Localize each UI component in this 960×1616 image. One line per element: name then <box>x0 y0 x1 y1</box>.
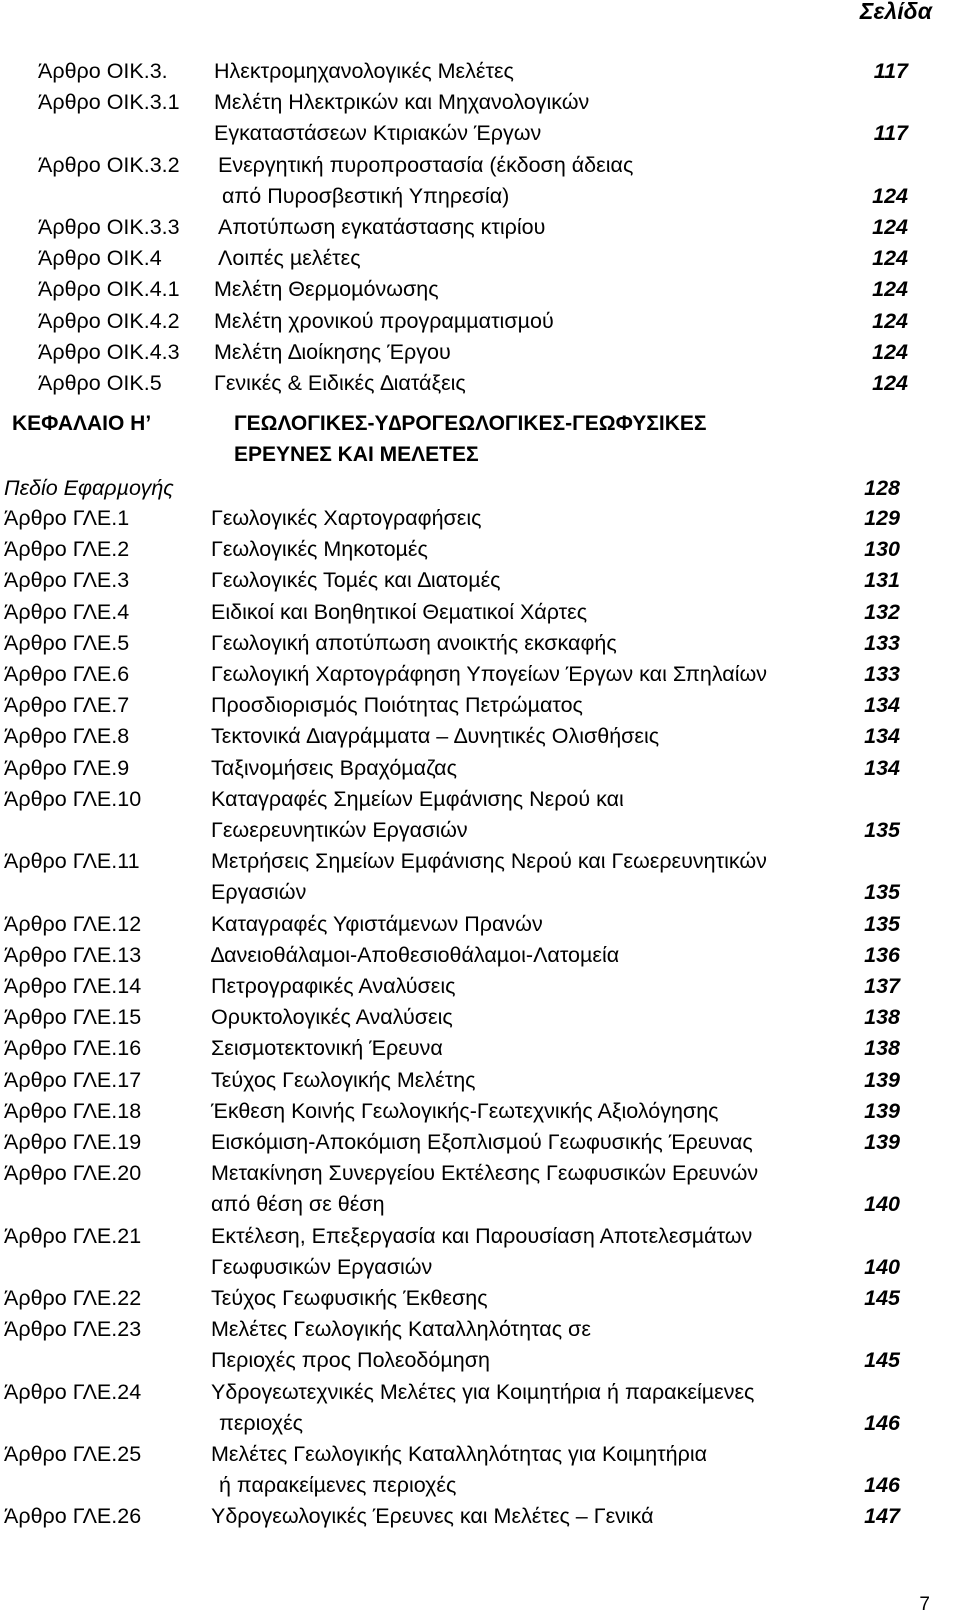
toc-article-title: Γεωλογική αποτύπωση ανοικτής εκσκαφής <box>211 630 617 655</box>
toc-page-number: 124 <box>872 277 908 302</box>
toc-entry-row <box>0 910 960 938</box>
toc-article-title: Μελέτες Γεωλογικής Καταλληλότητας για Κοιµητήρια <box>211 1442 708 1466</box>
toc-article-title: Ηλεκτροµηχανολογικές Μελέτες <box>214 59 514 83</box>
toc-article-number: Άρθρο ΟΙΚ.3.3 <box>38 215 180 239</box>
toc-page-number: 124 <box>872 183 908 208</box>
toc-entry-row <box>0 1003 960 1031</box>
toc-article-number: Άρθρο ΓΛΕ.4 <box>4 599 130 624</box>
toc-article-number: Άρθρο ΟΙΚ.4.2 <box>38 308 180 333</box>
toc-entry-row <box>0 722 960 750</box>
toc-page-number: 146 <box>864 1473 900 1498</box>
toc-article-number: Άρθρο ΓΛΕ.6 <box>4 662 130 686</box>
toc-page-number: 135 <box>864 911 900 936</box>
toc-page-number: 130 <box>864 537 900 562</box>
toc-article-number: Άρθρο ΓΛΕ.17 <box>4 1067 142 1092</box>
toc-entry-row <box>0 244 960 272</box>
toc-article-number: Άρθρο ΓΛΕ.15 <box>4 1005 142 1030</box>
toc-entry-row <box>0 88 960 116</box>
toc-article-number: Άρθρο ΓΛΕ.20 <box>4 1161 142 1186</box>
toc-page-number: 117 <box>873 121 908 146</box>
toc-article-title: Μελέτες Γεωλογικής Καταλληλότητας σε <box>211 1317 591 1342</box>
toc-entry-row <box>0 1471 960 1499</box>
toc-article-number: Άρθρο ΓΛΕ.11 <box>4 849 140 874</box>
toc-entry-row <box>0 535 960 563</box>
toc-article-title: Ορυκτολογικές Αναλύσεις <box>211 1005 453 1030</box>
toc-entry-row <box>0 1502 960 1530</box>
toc-page-number: 131 <box>864 568 900 593</box>
toc-entry-row <box>0 629 960 657</box>
toc-page-number: 146 <box>864 1410 900 1435</box>
chapter-title-line1: ΓΕΩΛΟΓΙΚΕΣ-Υ∆ΡΟΓΕΩΛΟΓΙΚΕΣ-ΓΕΩΦΥΣΙΚΕΣ <box>234 412 707 435</box>
toc-entry-row <box>0 785 960 813</box>
toc-page-number: 138 <box>864 1036 900 1061</box>
toc-page-number: 124 <box>872 371 908 395</box>
toc-article-title: Υδρογεωλογικές Έρευνες και Μελέτες – Γενικά <box>211 1504 654 1529</box>
toc-article-title: από θέση σε θέση <box>211 1192 385 1217</box>
toc-entry-row <box>0 878 960 906</box>
toc-article-number: Άρθρο ΓΛΕ.18 <box>4 1098 142 1123</box>
toc-article-number: Άρθρο ΓΛΕ.24 <box>4 1379 142 1404</box>
toc-entry-row <box>0 1409 960 1437</box>
toc-article-title: Υδρογεωτεχνικές Μελέτες για Κοιµητήρια ή παρακείµενες <box>211 1379 755 1404</box>
toc-article-title: Αποτύπωση εγκατάστασης κτιρίου <box>218 215 546 239</box>
toc-page-number: 124 <box>872 339 908 364</box>
toc-article-number: Άρθρο ΓΛΕ.3 <box>4 568 130 593</box>
toc-article-title: Ειδικοί και Βοηθητικοί Θεµατικοί Χάρτες <box>211 599 588 624</box>
toc-entry-row <box>0 307 960 335</box>
toc-article-title: Τεύχος Γεωφυσικής Έκθεσης <box>211 1286 488 1310</box>
page-header-label: Σελίδα <box>859 0 932 24</box>
toc-entry-row <box>0 1034 960 1062</box>
toc-article-title: Προσδιορισµός Ποιότητας Πετρώµατος <box>211 693 583 718</box>
toc-page-number: 124 <box>872 215 908 239</box>
toc-entry-row <box>0 182 960 210</box>
toc-entry-row <box>0 1128 960 1156</box>
toc-article-title: Έκθεση Κοινής Γεωλογικής-Γεωτεχνικής Αξιολόγησης <box>211 1098 719 1123</box>
toc-entry-row <box>0 1159 960 1187</box>
toc-entry-row <box>0 369 960 397</box>
toc-entry-row <box>0 847 960 875</box>
toc-page-number: 139 <box>864 1130 900 1154</box>
toc-article-title: Τεύχος Γεωλογικής Μελέτης <box>211 1067 476 1092</box>
toc-article-title: Λοιπές µελέτες <box>218 246 361 271</box>
toc-entry-row <box>0 816 960 844</box>
toc-article-title: Περιοχές προς Πολεοδόµηση <box>211 1348 490 1373</box>
toc-page-number: 147 <box>864 1504 900 1529</box>
toc-article-title: ∆ανειοθάλαµοι-Αποθεσιοθάλαµοι-Λατοµεία <box>211 942 620 967</box>
toc-page-number: 124 <box>872 308 908 333</box>
toc-entry-row <box>0 1097 960 1125</box>
toc-page-number: 134 <box>864 724 900 749</box>
toc-article-title: Γεωλογικές Μηκοτοµές <box>211 537 428 562</box>
toc-page-number: 133 <box>864 662 900 686</box>
toc-article-title: Ταξινοµήσεις Βραχόµαζας <box>211 755 457 780</box>
toc-entry-row <box>0 1346 960 1374</box>
toc-article-title: Πετρογραφικές Αναλύσεις <box>211 974 456 998</box>
toc-article-number: Άρθρο ΓΛΕ.5 <box>4 630 130 655</box>
toc-entry-row <box>0 1378 960 1406</box>
toc-article-number: Άρθρο ΟΙΚ.3. <box>38 59 168 83</box>
toc-article-title: Μετρήσεις Σηµείων Εµφάνισης Νερού και Γεωερευνητικών <box>211 849 767 874</box>
toc-article-number: Άρθρο ΓΛΕ.2 <box>4 537 130 562</box>
toc-article-title: περιοχές <box>219 1410 304 1435</box>
toc-article-title: Εγκαταστάσεων Κτιριακών Έργων <box>214 121 542 146</box>
toc-article-title: Καταγραφές Σηµείων Εµφάνισης Νερού και <box>211 786 624 811</box>
toc-entry-row <box>0 660 960 688</box>
toc-article-title: Γενικές & Ειδικές ∆ιατάξεις <box>214 371 466 395</box>
toc-page-number: 145 <box>864 1286 900 1310</box>
toc-entry-row <box>0 1284 960 1312</box>
toc-entry-row <box>0 151 960 179</box>
toc-entry-row <box>0 598 960 626</box>
toc-page-number: 133 <box>864 630 900 655</box>
toc-article-number: Άρθρο ΓΛΕ.21 <box>4 1223 142 1248</box>
toc-article-number: Άρθρο ΓΛΕ.23 <box>4 1317 142 1342</box>
toc-page-number: 135 <box>864 880 900 905</box>
toc-page-number: 138 <box>864 1005 900 1030</box>
toc-page-number: 129 <box>864 506 900 530</box>
toc-entry-row <box>0 941 960 969</box>
toc-entry-row <box>0 1190 960 1218</box>
toc-entry-row <box>0 754 960 782</box>
toc-article-title: Μελέτη χρονικού προγραµµατισµού <box>214 308 554 333</box>
toc-page-number: 135 <box>864 818 900 842</box>
toc-article-number: Άρθρο ΟΙΚ.3.2 <box>38 152 180 177</box>
toc-entry-row <box>0 972 960 1000</box>
toc-article-title: Εκτέλεση, Επεξεργασία και Παρουσίαση Αποτελεσµάτων <box>211 1223 753 1248</box>
toc-page-number: 139 <box>864 1067 900 1092</box>
toc-article-title: Εργασιών <box>211 880 307 905</box>
toc-page-number: 134 <box>864 693 900 718</box>
toc-article-title: Καταγραφές Υφιστάµενων Πρανών <box>211 911 543 936</box>
toc-article-title: Εισκόµιση-Αποκόµιση Εξοπλισµού Γεωφυσικής Έρευνας <box>211 1130 753 1154</box>
toc-article-number: Άρθρο ΟΙΚ.5 <box>38 371 162 395</box>
toc-article-title: Γεωλογική Χαρτογράφηση Υπογείων Έργων και Σπηλαίων <box>211 662 768 686</box>
footer-page-number: 7 <box>919 1594 930 1615</box>
chapter-title-line2: ΕΡΕΥΝΕΣ ΚΑΙ ΜΕΛΕΤΕΣ <box>234 443 479 466</box>
toc-article-number: Άρθρο ΟΙΚ.4.3 <box>38 339 180 364</box>
toc-page-number: 124 <box>872 246 908 271</box>
toc-article-number: Άρθρο ΓΛΕ.9 <box>4 755 130 780</box>
chapter-label: ΚΕΦΑΛΑΙΟ Η’ <box>12 412 152 435</box>
toc-article-number: Άρθρο ΓΛΕ.14 <box>4 974 142 998</box>
toc-article-number: Άρθρο ΓΛΕ.19 <box>4 1130 142 1154</box>
toc-article-number: Άρθρο ΟΙΚ.3.1 <box>38 90 180 115</box>
toc-article-number: Άρθρο ΓΛΕ.7 <box>4 693 130 718</box>
toc-article-number: Άρθρο ΓΛΕ.8 <box>4 724 130 749</box>
toc-article-title: Γεωλογικές Χαρτογραφήσεις <box>211 506 482 530</box>
toc-entry-row <box>0 566 960 594</box>
toc-page-number: 132 <box>864 599 900 624</box>
toc-article-number: Άρθρο ΓΛΕ.1 <box>4 506 130 530</box>
toc-entry-row <box>0 1440 960 1468</box>
toc-entry-row <box>0 338 960 366</box>
toc-article-number: Άρθρο ΟΙΚ.4.1 <box>38 277 180 302</box>
toc-page-number: 134 <box>864 755 900 780</box>
toc-article-title: Σεισµοτεκτονική Έρευνα <box>211 1036 443 1061</box>
toc-page-number: 140 <box>864 1192 900 1217</box>
toc-article-number: Άρθρο ΓΛΕ.12 <box>4 911 142 936</box>
toc-entry-row <box>0 1315 960 1343</box>
toc-entry-row <box>0 119 960 147</box>
toc-article-title: Μελέτη Θερµοµόνωσης <box>214 277 439 302</box>
toc-article-title: Μετακίνηση Συνεργείου Εκτέλεσης Γεωφυσικών Ερευνών <box>211 1161 759 1186</box>
toc-article-number: Άρθρο ΓΛΕ.25 <box>4 1442 142 1466</box>
toc-article-title: Μελέτη Ηλεκτρικών και Μηχανολογικών <box>214 90 590 115</box>
toc-article-number: Άρθρο ΓΛΕ.13 <box>4 942 142 967</box>
toc-article-title: Μελέτη ∆ιοίκησης Έργου <box>214 339 451 364</box>
toc-entry-row <box>0 1222 960 1250</box>
toc-page-number: 136 <box>864 942 900 967</box>
field-of-application-page: 128 <box>864 476 900 500</box>
toc-entry-row <box>0 504 960 532</box>
toc-article-title: Ενεργητική πυροπροστασία (έκδοση άδειας <box>218 152 634 177</box>
toc-entry-row <box>0 691 960 719</box>
toc-article-number: Άρθρο ΓΛΕ.26 <box>4 1504 142 1529</box>
toc-article-title: Γεωφυσικών Εργασιών <box>211 1254 433 1279</box>
toc-entry-row <box>0 57 960 85</box>
toc-article-title: Γεωλογικές Τοµές και ∆ιατοµές <box>211 568 501 593</box>
toc-article-number: Άρθρο ΓΛΕ.22 <box>4 1286 142 1310</box>
toc-article-number: Άρθρο ΓΛΕ.10 <box>4 786 142 811</box>
toc-entry-row <box>0 275 960 303</box>
toc-article-number: Άρθρο ΟΙΚ.4 <box>38 246 162 271</box>
toc-article-number: Άρθρο ΓΛΕ.16 <box>4 1036 142 1061</box>
field-of-application-label: Πεδίο Εφαρµογής <box>4 476 174 500</box>
toc-page-number: 145 <box>864 1348 900 1373</box>
toc-article-title: ή παρακείµενες περιοχές <box>219 1473 457 1498</box>
toc-entry-row <box>0 1253 960 1281</box>
toc-article-title: Γεωερευνητικών Εργασιών <box>211 818 468 842</box>
toc-page-number: 117 <box>873 59 908 83</box>
toc-entry-row <box>0 1066 960 1094</box>
toc-page-number: 140 <box>864 1254 900 1279</box>
toc-article-title: από Πυροσβεστική Υπηρεσία) <box>222 183 510 208</box>
toc-page-number: 139 <box>864 1098 900 1123</box>
toc-page-number: 137 <box>864 974 900 998</box>
toc-article-title: Τεκτονικά ∆ιαγράµµατα – ∆υνητικές Ολισθήσεις <box>211 724 660 749</box>
toc-entry-row <box>0 213 960 241</box>
